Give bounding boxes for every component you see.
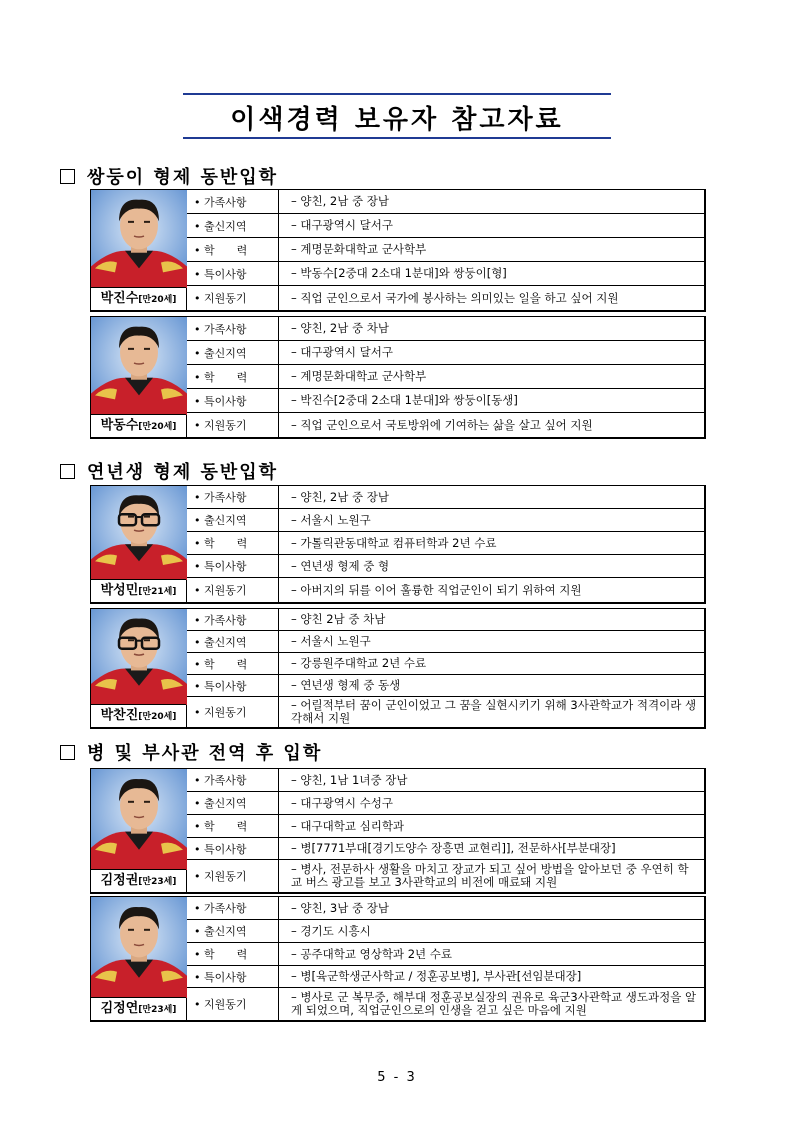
row-label: • 출신지역 [187, 631, 279, 652]
section-heading: 병 및 부사관 전역 후 입학 [60, 739, 322, 765]
info-row-special [187, 838, 704, 860]
row-label: • 학 력 [187, 815, 279, 837]
row-label: • 특이사항 [187, 675, 279, 696]
person-card [90, 768, 706, 894]
row-value: – 대구광역시 수성구 [291, 795, 393, 810]
person-photo-cell [91, 486, 187, 602]
row-value: – 대구광역시 달서구 [291, 345, 393, 359]
row-label: • 가족사항 [187, 609, 279, 630]
row-label: • 지원동기 [187, 578, 279, 602]
page-number: 5 - 3 [377, 1070, 417, 1085]
info-row-edu [187, 532, 704, 555]
info-row-edu [187, 943, 704, 966]
info-row-family [187, 897, 704, 920]
info-row-special [187, 389, 704, 413]
row-value: – 병[7771부대[경기도양수 장흥면 교현리]], 전문하사[부분대장] [291, 841, 616, 855]
row-value: – 박동수[2중대 2소대 1분대]와 쌍둥이[형] [291, 266, 507, 280]
row-label: • 학 력 [187, 943, 279, 965]
info-row-family [187, 317, 704, 341]
info-row-motive [187, 413, 704, 437]
person-name-text: 김정권 [100, 873, 139, 888]
row-label: • 출신지역 [187, 920, 279, 942]
row-label: • 지원동기 [187, 697, 279, 727]
row-value: – 대구광역시 달서구 [291, 218, 393, 232]
person-name-text: 박찬진 [100, 708, 139, 723]
info-row-special [187, 675, 704, 697]
row-label: • 가족사항 [187, 769, 279, 791]
person-card [90, 896, 706, 1022]
row-label: • 출신지역 [187, 509, 279, 531]
info-row-region [187, 509, 704, 532]
checkbox-square-icon [60, 745, 75, 760]
row-value: – 양친, 2남 중 장남 [291, 194, 389, 208]
person-card [90, 485, 706, 604]
person-name [91, 869, 186, 892]
person-age: [만20세] [138, 295, 177, 305]
person-name [91, 287, 186, 310]
checkbox-square-icon [60, 169, 75, 184]
title-rule-bottom [183, 137, 611, 139]
row-label: • 학 력 [187, 532, 279, 554]
person-photo-cell [91, 897, 187, 1020]
row-value: – 박진수[2중대 2소대 1분대]와 쌍둥이[동생] [291, 393, 518, 407]
person-age: [만20세] [138, 422, 177, 432]
row-label: • 지원동기 [187, 860, 279, 892]
person-photo-cell [91, 317, 187, 437]
info-row-region [187, 214, 704, 238]
row-value: – 강릉원주대학교 2년 수료 [291, 656, 427, 670]
portrait-photo [91, 317, 187, 415]
portrait-photo [91, 190, 187, 288]
row-value: – 연년생 형제 중 형 [291, 558, 390, 573]
info-row-motive [187, 860, 704, 892]
checkbox-square-icon [60, 464, 75, 479]
row-label: • 학 력 [187, 653, 279, 674]
info-row-motive [187, 988, 704, 1020]
row-value: – 직업 군인으로서 국가에 봉사하는 의미있는 일을 하고 싶어 지원 [291, 290, 619, 305]
row-value: – 아버지의 뒤를 이어 훌륭한 직업군인이 되기 위하여 지원 [291, 582, 582, 597]
info-row-edu [187, 238, 704, 262]
person-name-text: 박동수 [100, 418, 139, 433]
row-label: • 지원동기 [187, 286, 279, 310]
row-value: – 계명문화대학교 군사학부 [291, 242, 427, 256]
row-label: • 특이사항 [187, 262, 279, 285]
info-row-motive [187, 697, 704, 727]
title-rule-top [183, 93, 611, 95]
info-row-special [187, 966, 704, 988]
row-value: – 병사로 군 복무중, 해부대 정훈공보실장의 권유로 육군3사관학교 생도과정을 알게 되었으며, 직업군인으로의 인생을 걷고 싶은 마음에 지원 [291, 990, 697, 1017]
row-value: – 병사, 전문하사 생활을 마치고 장교가 되고 싶어 방법을 알아보던 중 우연히 학교 버스 광고를 보고 3사관학교의 비전에 매료돼 지원 [291, 862, 689, 889]
portrait-photo [91, 897, 187, 998]
row-value: – 서울시 노원구 [291, 634, 371, 648]
row-value: – 가톨릭관동대학교 컴퓨터학과 2년 수료 [291, 535, 497, 550]
info-row-region [187, 631, 704, 653]
person-card [90, 316, 706, 439]
page-title: 이색경력 보유자 참고자료 [230, 105, 564, 135]
person-name [91, 997, 186, 1020]
info-row-edu [187, 365, 704, 389]
row-label: • 특이사항 [187, 966, 279, 987]
person-card [90, 608, 706, 729]
portrait-photo [91, 609, 187, 705]
row-label: • 학 력 [187, 238, 279, 261]
row-value: – 서울시 노원구 [291, 512, 371, 527]
person-photo-cell [91, 190, 187, 310]
person-name-text: 김정연 [100, 1001, 139, 1016]
row-label: • 학 력 [187, 365, 279, 388]
info-row-family [187, 190, 704, 214]
section-heading: 쌍둥이 형제 동반입학 [60, 163, 278, 189]
row-label: • 가족사항 [187, 486, 279, 508]
row-value: – 경기도 시흥시 [291, 923, 371, 938]
info-row-motive [187, 286, 704, 310]
row-value: – 연년생 형제 중 동생 [291, 678, 401, 692]
info-row-region [187, 341, 704, 365]
row-label: • 가족사항 [187, 190, 279, 213]
row-value: – 계명문화대학교 군사학부 [291, 369, 427, 383]
info-row-family [187, 769, 704, 792]
info-row-special [187, 262, 704, 286]
person-photo-cell [91, 609, 187, 727]
row-label: • 지원동기 [187, 413, 279, 437]
row-label: • 특이사항 [187, 555, 279, 577]
row-label: • 특이사항 [187, 389, 279, 412]
person-name [91, 414, 186, 437]
row-label: • 지원동기 [187, 988, 279, 1020]
row-value: – 양친, 2남 중 차남 [291, 321, 389, 335]
info-row-family [187, 609, 704, 631]
row-value: – 어릴적부터 꿈이 군인이었고 그 꿈을 실현시키기 위해 3사관학교가 적격이라 생각해서 지원 [291, 698, 697, 725]
person-age: [만23세] [138, 877, 177, 887]
person-age: [만21세] [138, 587, 177, 597]
person-name-text: 박성민 [100, 583, 139, 598]
info-row-motive [187, 578, 704, 602]
row-value: – 직업 군인으로서 국토방위에 기여하는 삶을 살고 싶어 지원 [291, 417, 593, 432]
row-value: – 공주대학교 영상학과 2년 수료 [291, 946, 452, 961]
row-label: • 특이사항 [187, 838, 279, 859]
info-row-edu [187, 653, 704, 675]
person-photo-cell [91, 769, 187, 892]
section-heading: 연년생 형제 동반입학 [60, 458, 278, 484]
info-row-region [187, 792, 704, 815]
row-label: • 출신지역 [187, 792, 279, 814]
row-label: • 가족사항 [187, 317, 279, 340]
row-value: – 양친, 1남 1녀중 장남 [291, 772, 408, 787]
person-card [90, 189, 706, 312]
row-value: – 양친, 2남 중 장남 [291, 489, 389, 504]
person-age: [만20세] [138, 712, 177, 722]
person-name [91, 704, 186, 727]
row-value: – 병[육군학생군사학교 / 정훈공보병], 부사관[선임분대장] [291, 969, 582, 983]
portrait-photo [91, 486, 187, 580]
row-value: – 대구대학교 심리학과 [291, 818, 405, 833]
row-value: – 양친, 3남 중 장남 [291, 900, 389, 915]
info-row-family [187, 486, 704, 509]
title-box [183, 93, 611, 139]
row-value: – 양친 2남 중 차남 [291, 612, 386, 626]
info-row-special [187, 555, 704, 578]
person-name-text: 박진수 [100, 291, 139, 306]
portrait-photo [91, 769, 187, 870]
row-label: • 가족사항 [187, 897, 279, 919]
person-age: [만23세] [138, 1005, 177, 1015]
row-label: • 출신지역 [187, 214, 279, 237]
person-name [91, 579, 186, 602]
row-label: • 출신지역 [187, 341, 279, 364]
info-row-region [187, 920, 704, 943]
info-row-edu [187, 815, 704, 838]
